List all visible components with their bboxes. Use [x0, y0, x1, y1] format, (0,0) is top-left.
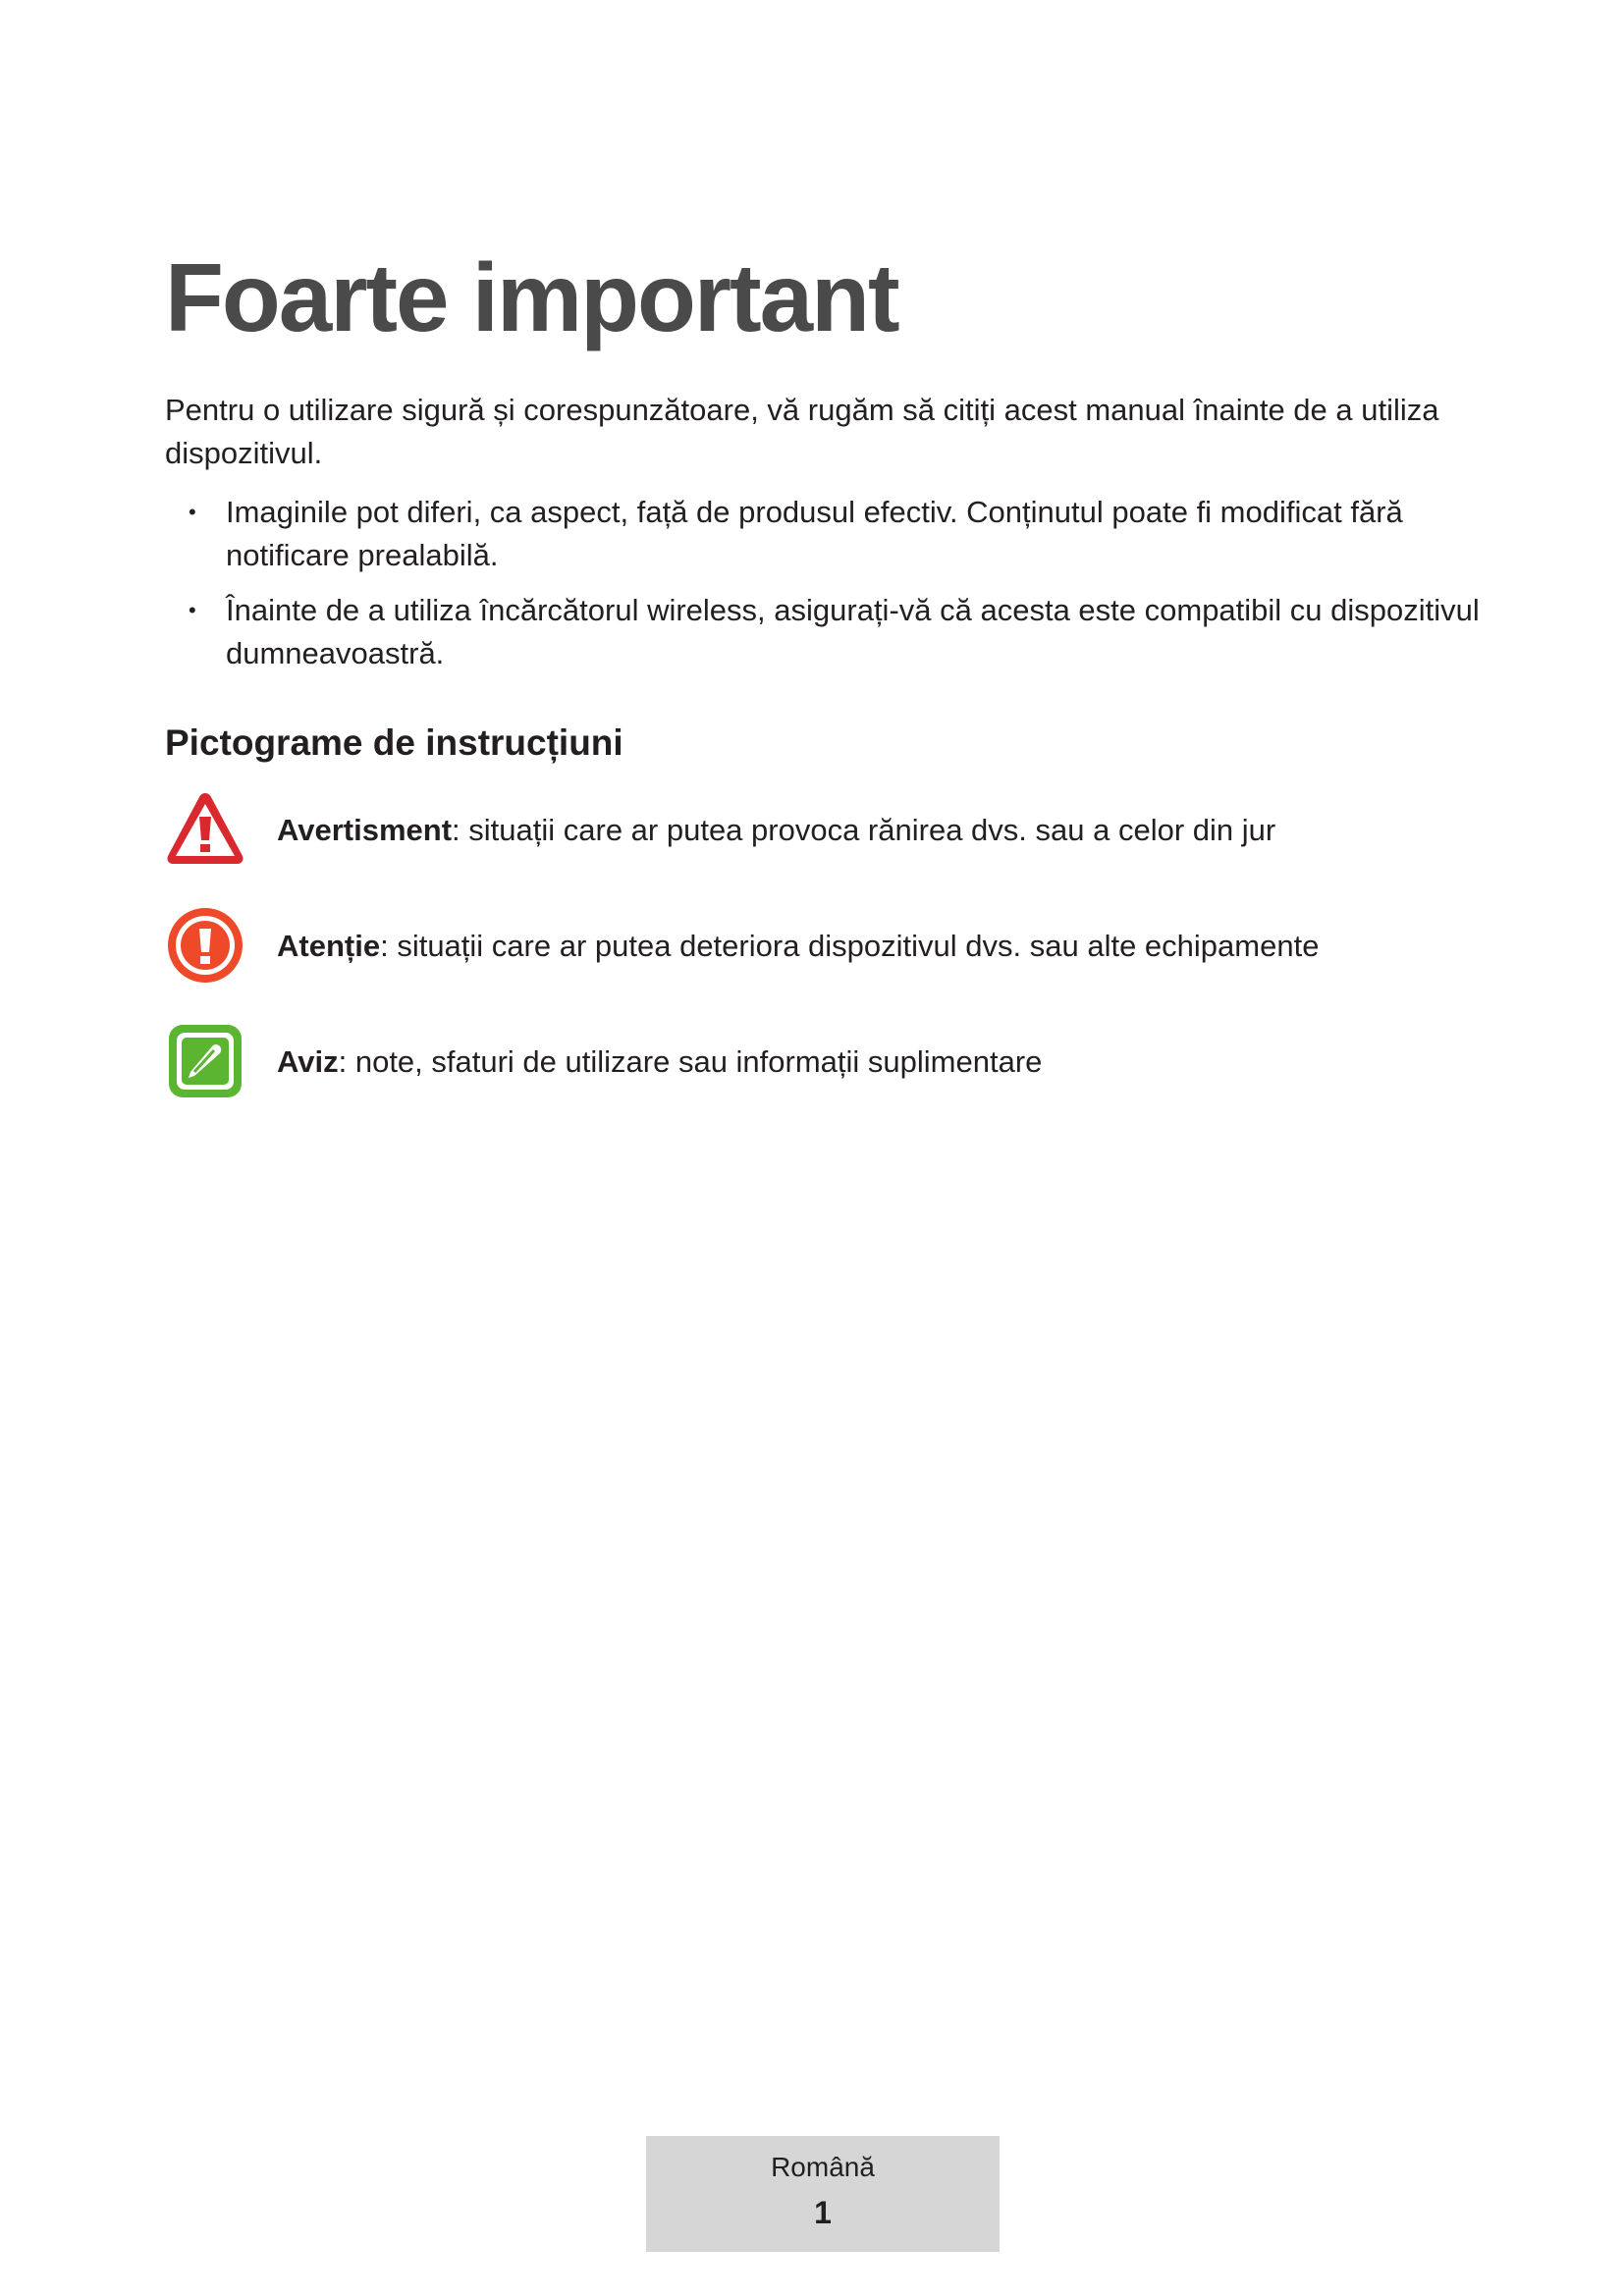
notice-list	[165, 491, 1481, 687]
page-footer	[646, 2136, 1000, 2252]
instruction-description	[277, 809, 1275, 852]
warning-triangle-icon	[165, 789, 245, 870]
bullet-icon: •	[189, 598, 196, 622]
instruction-row-caution	[165, 905, 1441, 988]
instruction-description	[277, 1041, 1042, 1084]
note-pen-icon	[165, 1021, 245, 1101]
instruction-description	[277, 925, 1319, 968]
instruction-row-note	[165, 1021, 1441, 1103]
instruction-text: situații care ar putea provoca rănirea dvs. sau a celor din jur	[460, 813, 1276, 847]
list-item-text: Imaginile pot diferi, ca aspect, față de produsul efectiv. Conținutul poate fi modificat fără notificare prealabilă.	[226, 495, 1403, 572]
intro-paragraph: Pentru o utilizare sigură și corespunzătoare, vă rugăm să citiți acest manual înainte de a utiliza dispozitivul.	[165, 393, 1439, 470]
instruction-text: situații care ar putea deteriora dispozitivul dvs. sau alte echipamente	[388, 929, 1320, 963]
label-separator: :	[452, 813, 460, 847]
instruction-label: Aviz	[277, 1044, 339, 1079]
list-item	[165, 491, 1481, 577]
label-separator: :	[380, 929, 389, 963]
list-item-text: Înainte de a utiliza încărcătorul wireless, asigurați-vă că acesta este compatibil cu dispozitivul dumneavoastră.	[226, 593, 1480, 670]
instruction-label: Avertisment	[277, 813, 453, 847]
section-heading: Pictograme de instrucțiuni	[165, 722, 623, 763]
instruction-label: Atenție	[277, 929, 381, 963]
page-number: 1	[814, 2195, 832, 2230]
instruction-text: note, sfaturi de utilizare sau informații suplimentare	[347, 1044, 1043, 1079]
caution-circle-icon	[165, 905, 245, 986]
footer-language: Română	[771, 2152, 875, 2182]
bullet-icon: •	[189, 500, 196, 524]
list-item	[165, 589, 1481, 675]
page-title: Foarte important	[165, 243, 898, 351]
label-separator: :	[338, 1044, 348, 1079]
instruction-row-warning	[165, 789, 1441, 872]
